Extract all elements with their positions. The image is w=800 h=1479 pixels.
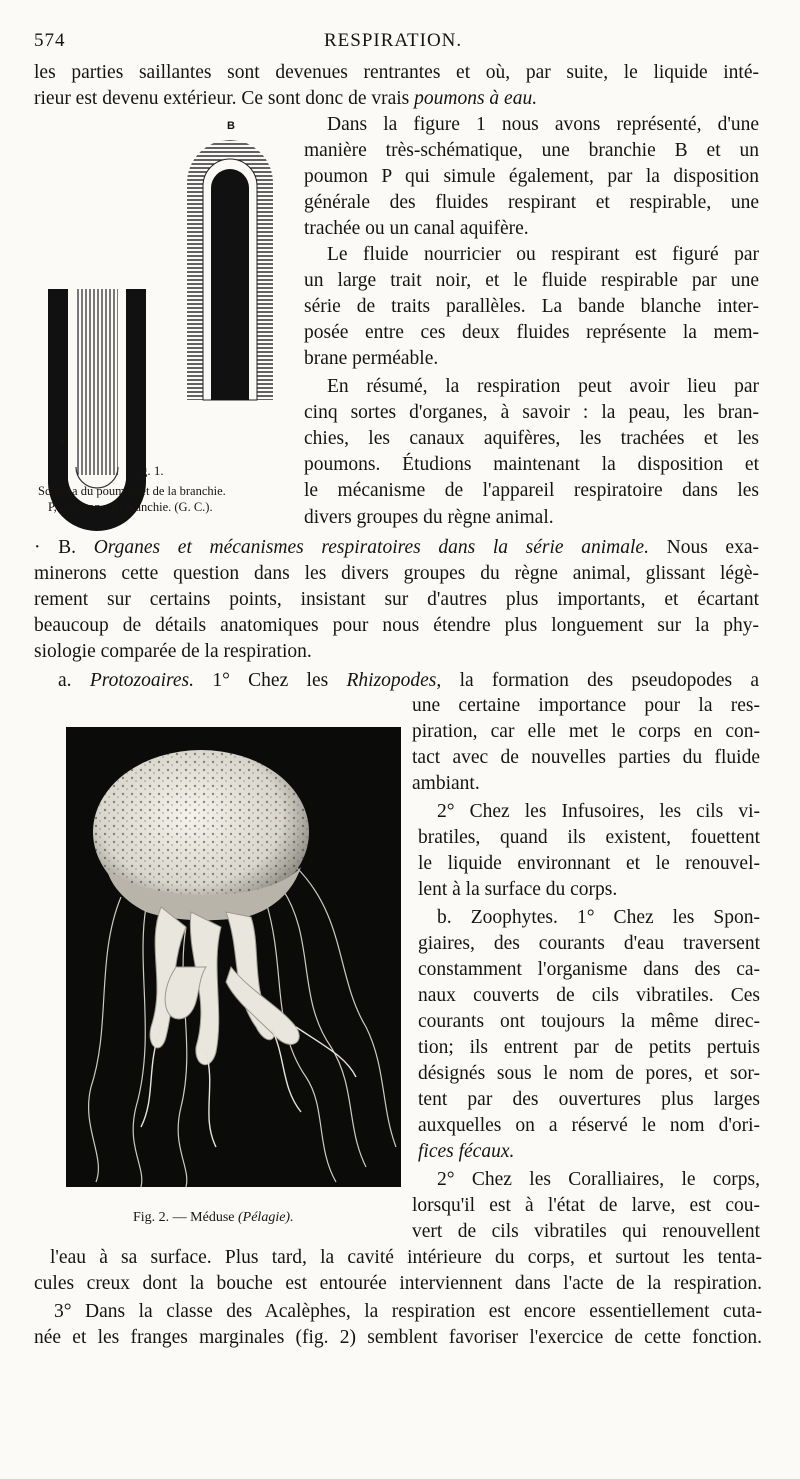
text-line: désignés sous le nom de pores, et sor- bbox=[418, 1063, 760, 1084]
figure-1 bbox=[30, 110, 300, 530]
text-line: les parties saillantes sont devenues rentrantes et où, par suite, le liquide inté- bbox=[34, 62, 759, 83]
emphasis: poumons à eau. bbox=[414, 88, 538, 109]
text-line: piration, car elle met le corps en con- bbox=[412, 721, 760, 742]
figure-2-caption: Fig. 2. — Méduse (Pélagie). bbox=[133, 1210, 294, 1225]
text-line: un large trait noir, et le fluide respirable par une bbox=[304, 270, 759, 291]
text-line: rement sur certains points, insistant sur d'autres plus importants, et écartant bbox=[34, 589, 759, 610]
text-line: naux couverts de cils vibratiles. Ces bbox=[418, 985, 760, 1006]
fig1-label-p: P bbox=[60, 436, 68, 448]
text-line: auxquelles on a réservé le nom d'ori- bbox=[418, 1115, 760, 1136]
text-line: tact avec de nouvelles parties du fluide bbox=[412, 747, 760, 768]
text-line: Dans la figure 1 nous avons représenté, d'une bbox=[327, 114, 759, 135]
text-line: poumons. Étudions maintenant la disposition et bbox=[304, 454, 759, 475]
text-line: En résumé, la respiration peut avoir lieu par bbox=[327, 376, 759, 397]
fig1-label-b: B bbox=[227, 120, 235, 132]
text-line: série de traits parallèles. La bande blanche inter- bbox=[304, 296, 759, 317]
text-line: bratiles, quand ils existent, fouettent bbox=[418, 827, 760, 848]
text-line: trachée ou un canal aquifère. bbox=[304, 218, 529, 239]
text-line: courants ont toujours la même direc- bbox=[418, 1011, 760, 1032]
text-line: une certaine importance pour la res- bbox=[412, 695, 760, 716]
text-line: lorsqu'il est à l'état de larve, est cou- bbox=[412, 1195, 760, 1216]
text-line: fices fécaux. bbox=[418, 1141, 515, 1162]
text-line: giaires, des courants d'eau traversent bbox=[418, 933, 760, 954]
text-line: lent à la surface du corps. bbox=[418, 879, 618, 900]
text-line: posée entre ces deux fluides représente la mem- bbox=[304, 322, 759, 343]
text-line: b. Zoophytes. 1° Chez les Spon- bbox=[437, 907, 760, 928]
text-line: beaucoup de détails anatomiques pour nous étendre plus longuement sur la phy- bbox=[34, 615, 759, 636]
page-number: 574 bbox=[34, 30, 66, 51]
text-line: poumon P qui simule également, par la disposition bbox=[304, 166, 759, 187]
section-b-heading: · B. Organes et mécanismes respiratoires dans la série animale. Nous exa- bbox=[34, 537, 759, 558]
figure-2-medusa bbox=[66, 727, 401, 1187]
text-line: générale des fluides respirant et respirable, une bbox=[304, 192, 759, 213]
text-line: née et les franges marginales (fig. 2) semblent favoriser l'exercice de cette fonction. bbox=[34, 1327, 762, 1348]
text-line: tent par des ouvertures plus larges bbox=[418, 1089, 760, 1110]
section-b-title: Organes et mécanismes respiratoires dans la série animale. bbox=[93, 537, 649, 558]
text-line: divers groupes du règne animal. bbox=[304, 507, 554, 528]
text-line: constamment l'organisme dans des ca- bbox=[418, 959, 760, 980]
text-line: rieur est devenu extérieur. Ce sont donc de vrais poumons à eau. bbox=[34, 88, 538, 109]
text-line: tion; ils entrent par de petits pertuis bbox=[418, 1037, 760, 1058]
text-line: cules creux dont la bouche est entourée interviennent dans l'acte de la respiration. bbox=[34, 1273, 762, 1294]
text-line: siologie comparée de la respiration. bbox=[34, 641, 312, 662]
text-line: Le fluide nourricier ou respirant est figuré par bbox=[327, 244, 759, 265]
text-line: le mécanisme de l'appareil respiratoire dans les bbox=[304, 480, 759, 501]
fig1-caption-line: Schéma du poumon et de la branchie. bbox=[38, 484, 226, 498]
text-line: 2° Chez les Infusoires, les cils vi- bbox=[437, 801, 760, 822]
text-line: 3° Dans la classe des Acalèphes, la respiration est encore essentiellement cuta- bbox=[54, 1301, 762, 1322]
text-line: l'eau à sa surface. Plus tard, la cavité intérieure du corps, et surtout les tenta- bbox=[50, 1247, 762, 1268]
fig1-caption-title: Fig. 1. bbox=[130, 463, 164, 478]
text-line: chies, les canaux aquifères, les trachées et les bbox=[304, 428, 759, 449]
text-line: vert de cils vibratiles qui renouvellent bbox=[412, 1221, 760, 1242]
running-title: RESPIRATION. bbox=[324, 30, 463, 51]
gill-schematic bbox=[185, 138, 275, 403]
text-line: cinq sortes d'organes, à savoir : la peau, les bran- bbox=[304, 402, 759, 423]
text-line: ambiant. bbox=[412, 773, 480, 794]
text-line: 2° Chez les Coralliaires, le corps, bbox=[437, 1169, 760, 1190]
text-line: manière très-schématique, une branchie B et un bbox=[304, 140, 759, 161]
text-line: brane perméable. bbox=[304, 348, 439, 369]
text-line: le liquide environnant et le renouvel- bbox=[418, 853, 760, 874]
medusa-illustration bbox=[66, 727, 401, 1187]
text-line: minerons cette question dans les divers groupes du règne animal, glissant légè- bbox=[34, 563, 759, 584]
protozoa-line: a. Protozoaires. 1° Chez les Rhizopodes, la formation des pseudopodes a bbox=[58, 670, 760, 691]
fig1-caption-line: P, poumon ; B, branchie. (G. C.). bbox=[48, 500, 213, 514]
